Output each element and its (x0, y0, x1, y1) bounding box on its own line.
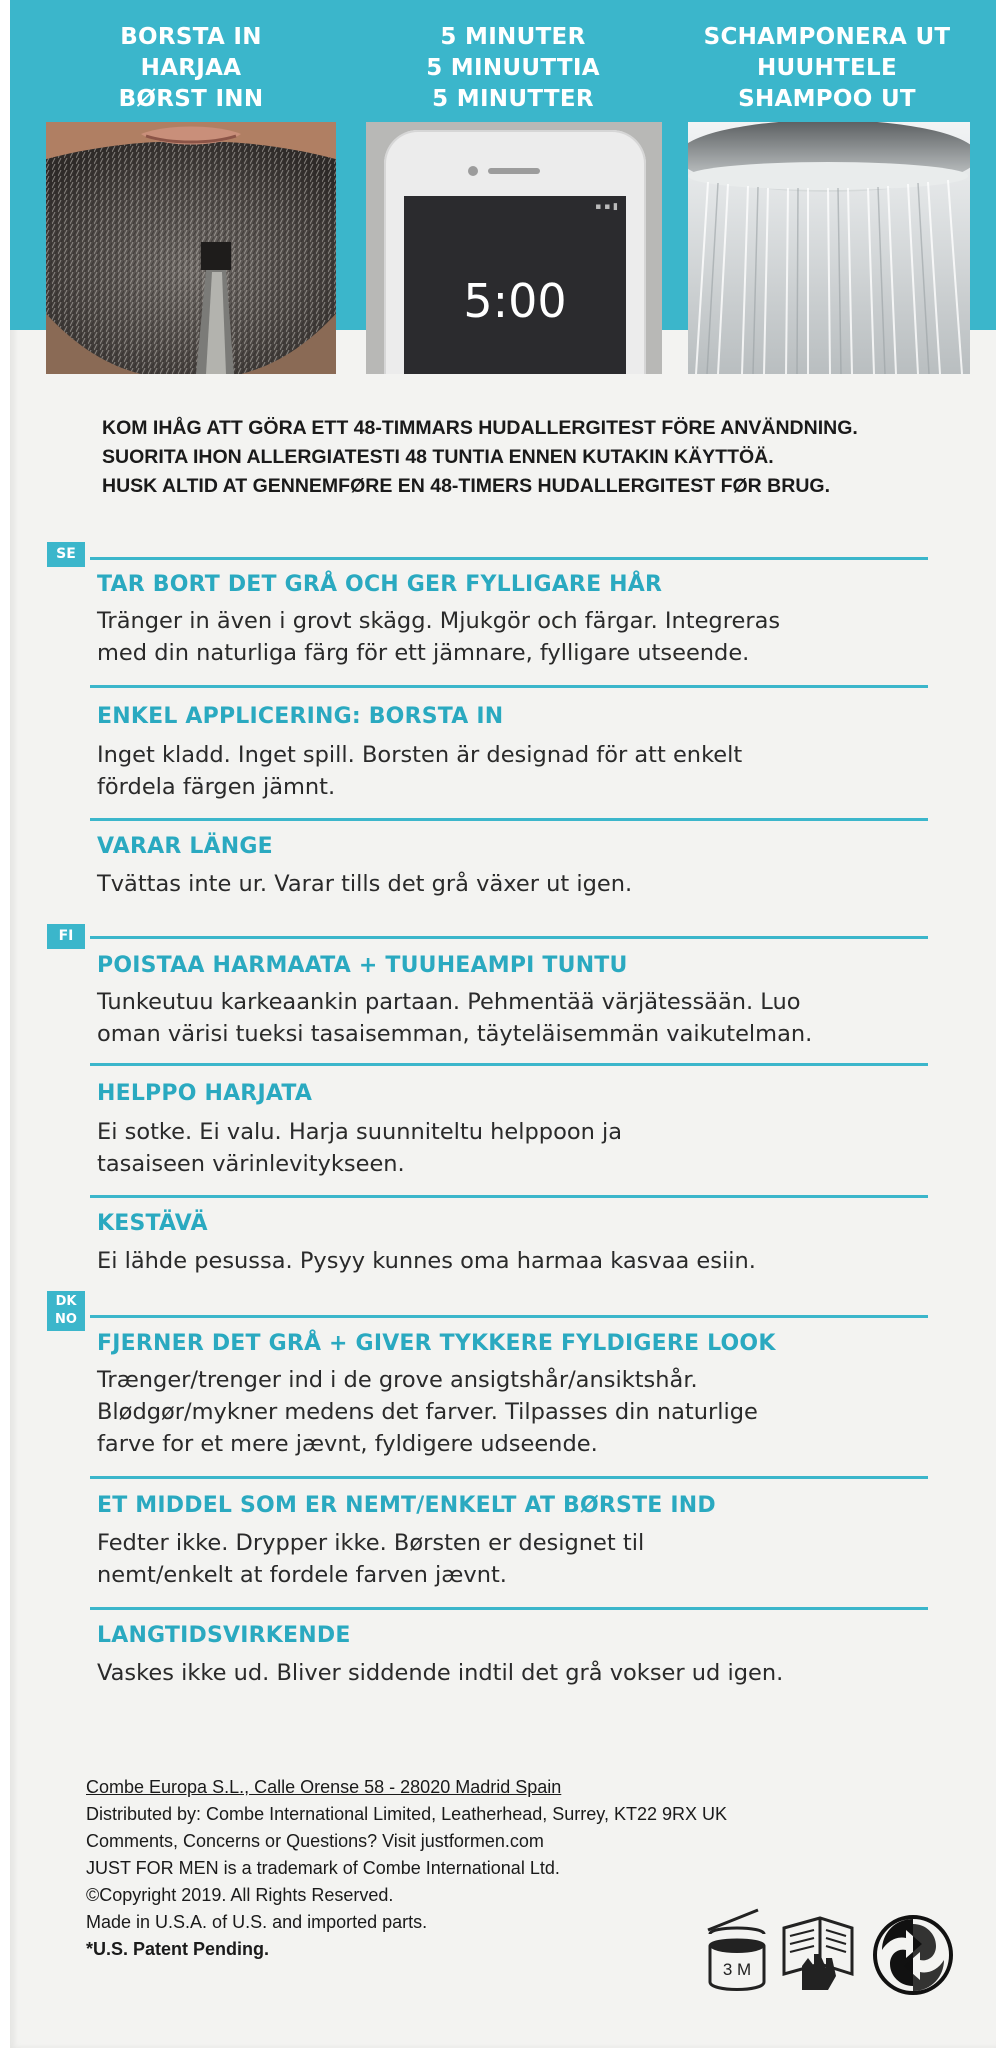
step-brush-in-title: BORSTA IN HARJAA BØRST INN (118, 24, 264, 112)
beard-illustration (46, 122, 336, 374)
section-body: Vaskes ikke ud. Bliver siddende indtil det grå vokser ud igen. (97, 1660, 784, 1686)
section-rule (90, 1476, 928, 1479)
beard-brush-photo (46, 122, 336, 374)
shower-illustration (688, 122, 970, 374)
section-body: Tränger in även i grovt skägg. Mjukgör och färgar. Integreras med din naturliga färg för ett jämnare, fylligare utseende. (97, 608, 781, 666)
pao-jar-icon (702, 1908, 772, 1994)
language-badge-dk-no: DK NO (47, 1291, 85, 1331)
section-rule (90, 1315, 928, 1318)
section-rule (90, 818, 928, 821)
language-badge-fi: FI (47, 924, 85, 949)
status-bar-icons: ▪ ▪ ▮ (595, 202, 618, 212)
section-body: Ei sotke. Ei valu. Harja suunniteltu helppoon ja tasaiseen värinlevitykseen. (97, 1119, 623, 1177)
period-after-opening-icon (702, 1908, 772, 1994)
recycle-circle-icon (872, 1914, 954, 1996)
allergy-test-warning: KOM IHÅG ATT GÖRA ETT 48-TIMMARS HUDALLERGITEST FÖRE ANVÄNDNING. SUORITA IHON ALLERGIATESTI 48 TUNTIA ENNEN KUTAKIN KÄYTTÖÄ. HUSK ALTID AT GENNEMFØRE EN 48-TIMERS HUDALLERGITEST FØR BRUG. (102, 417, 858, 497)
section-body: Tvättas inte ur. Varar tills det grå växer ut igen. (97, 871, 633, 897)
section-rule (90, 1063, 928, 1066)
section-title: VARAR LÄNGE (97, 834, 273, 859)
section-body: Fedter ikke. Drypper ikke. Børsten er designet til nemt/enkelt at fordele farven jævnt. (97, 1530, 645, 1588)
section-body: Trænger/trenger ind i de grove ansigtshår/ansiktshår. Blødgør/mykner medens det farver. Tilpasses din naturlige farve for et mere jævnt, fyldigere udseende. (97, 1367, 758, 1457)
section-title: FJERNER DET GRÅ + GIVER TYKKERE FYLDIGERE LOOK (97, 1331, 776, 1356)
section-body: Ei lähde pesussa. Pysyy kunnes oma harmaa kasvaa esiin. (97, 1248, 756, 1274)
section-title: POISTAA HARMAATA + TUUHEAMPI TUNTU (97, 953, 628, 978)
section-rule (90, 557, 928, 560)
phone-screen (404, 196, 626, 374)
pao-label: 3 M (722, 1960, 752, 1979)
read-leaflet-icon (780, 1914, 856, 1994)
section-title: ET MIDDEL SOM ER NEMT/ENKELT AT BØRSTE IND (97, 1493, 716, 1518)
section-title: TAR BORT DET GRÅ OCH GER FYLLIGARE HÅR (97, 572, 663, 597)
manufacturer-footer: Combe Europa S.L., Calle Orense 58 - 28020 Madrid Spain Distributed by: Combe International Limited, Leatherhead, Surrey, KT22 9RX UK Comments, Concerns or Questions? Visit justformen.com JUST FOR MEN is a trademark of Combe International Ltd. ©Copyright 2019. All Rights Reserved. Made in U.S.A. of U.S. and imported parts. *U.S. Patent Pending. (86, 1777, 727, 1959)
section-rule (90, 685, 928, 688)
section-title: LANGTIDSVIRKENDE (97, 1623, 351, 1648)
phone-camera-icon (468, 166, 478, 176)
section-rule (90, 936, 928, 939)
section-title: KESTÄVÄ (97, 1211, 208, 1236)
section-rule (90, 1195, 928, 1198)
phone-timer-photo (366, 122, 662, 374)
section-body: Inget kladd. Inget spill. Borsten är designad för att enkelt fördela färgen jämnt. (97, 742, 743, 800)
shower-head-photo (688, 122, 970, 374)
step-five-minutes-title: 5 MINUTER 5 MINUUTTIA 5 MINUTTER (426, 24, 600, 112)
section-rule (90, 1607, 928, 1610)
green-dot-recycle-icon (872, 1914, 954, 1996)
section-body: Tunkeutuu karkeaankin partaan. Pehmentää värjätessään. Luo oman värisi tueksi tasaisemman, täyteläisemmän vaikutelman. (97, 989, 813, 1047)
step-shampoo-out-title: SCHAMPONERA UT HUUHTELE SHAMPOO UT (703, 24, 951, 112)
section-title: HELPPO HARJATA (97, 1081, 313, 1106)
phone-timer-readout: 5:00 (463, 274, 567, 328)
phone-body (384, 130, 646, 374)
leaflet-hand-icon (780, 1914, 856, 1994)
language-badge-se: SE (47, 542, 85, 567)
phone-speaker (488, 168, 540, 174)
section-title: ENKEL APPLICERING: BORSTA IN (97, 704, 504, 729)
